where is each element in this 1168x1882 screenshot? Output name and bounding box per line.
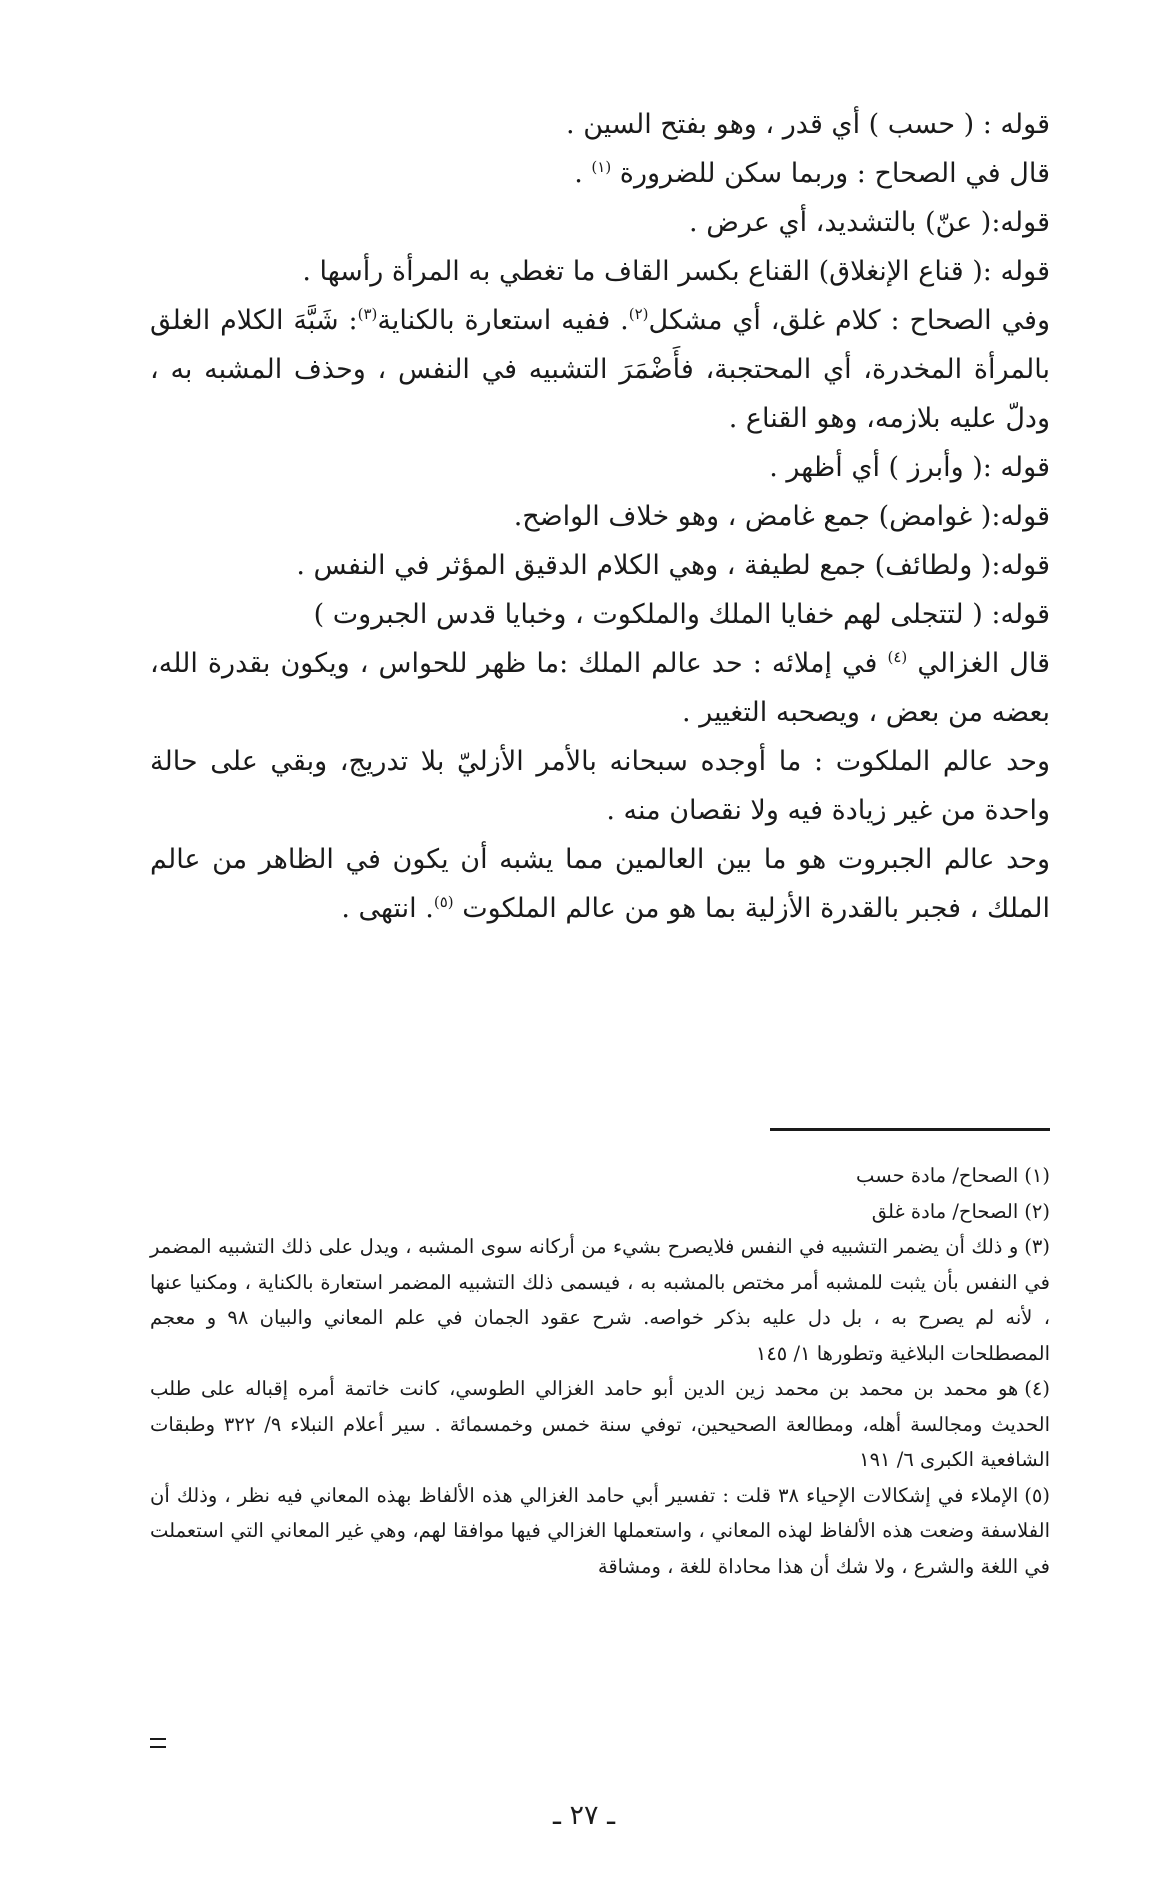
paragraph-12: وحد عالم الجبروت هو ما بين العالمين مما يشبه أن يكون في الظاهر من عالم الملك ، فجبر بالقدرة الأزلية بما هو من عالم الملكوت $^{(٥)}$. انتهى . [150, 844, 1050, 924]
paragraph-11: وحد عالم الملكوت : ما أوجده سبحانه بالأمر الأزليّ بلا تدريج، وبقي على حالة واحدة من غير زيادة فيه ولا نقصان منه . [150, 746, 1050, 826]
paragraph-2: قال في الصحاح : وربما سكن للضرورة $^{(١)}$ . [574, 158, 1050, 189]
paragraph-5: وفي الصحاح : كلام غلق، أي مشكل$^{(٢)}$. ففيه استعارة بالكناية$^{(٣)}$: شَبَّهَ الكلام الغلق بالمرأة المخدرة، أي المحتجبة، فأَضْمَرَ التشبيه في النفس ، وحذف المشبه به ، ودلّ عليه بلازمه، وهو القناع . [150, 305, 1050, 434]
footnote-2: (٢)الصحاح/ مادة غلق [871, 1199, 1050, 1223]
footnote-ref[interactable]: (٤) [887, 648, 908, 666]
footnote-number: (٣) [1024, 1235, 1050, 1258]
footnote-ref[interactable]: (٢) [628, 305, 649, 323]
footnote-separator [770, 1128, 1050, 1131]
paragraph-1: قوله : ( حسب ) أي قدر ، وهو بفتح السين . [566, 109, 1050, 140]
paragraph-7: قوله:( غوامض) جمع غامض ، وهو خلاف الواضح. [513, 501, 1050, 532]
footnote-3: (٣)و ذلك أن يضمر التشبيه في النفس فلايصرح بشيء من أركانه سوى المشبه ، ويدل على ذلك التشبيه المضمر في النفس بأن يثبت للمشبه أمر مختص بالمشبه به ، فيسمى ذلك التشبيه المضمر استعارة بالكناية ، ومكنيا عنها ، لأنه لم يصرح به ، بل دل عليه بذكر خواصه. شرح عقود الجمان في علم المعاني والبيان ٩٨ و معجم المصطلحات البلاغية وتطورها ١/ ١٤٥ [150, 1235, 1050, 1365]
paragraph-3: قوله:( عنّ) بالتشديد، أي عرض . [689, 207, 1050, 238]
footnote-number: (٢) [1024, 1199, 1050, 1223]
footnote-4: (٤)هو محمد بن محمد بن محمد زين الدين أبو حامد الغزالي الطوسي، كانت خاتمة أمره إقباله على طلب الحديث ومجالسة أهله، ومطالعة الصحيحين، توفي سنة خمس وخمسمائة . سير أعلام النبلاء ٩/ ٣٢٢ وطبقات الشافعية الكبرى ٦/ ١٩١ [150, 1377, 1050, 1471]
paragraph-10: قال الغزالي $^{(٤)}$ في إملائه : حد عالم الملك :ما ظهر للحواس ، ويكون بقدرة الله، بعضه من بعض ، ويصحبه التغيير . [150, 648, 1050, 728]
footnotes-block [150, 1158, 1050, 1584]
footnote-ref[interactable]: (١) [591, 158, 612, 176]
footnote-number: (٥) [1024, 1483, 1050, 1507]
footnote-number: (٤) [1024, 1377, 1050, 1400]
footnote-5: (٥)الإملاء في إشكالات الإحياء ٣٨ قلت : تفسير أبي حامد الغزالي هذه الألفاظ بهذه المعاني فيه نظر ، وذلك أن الفلاسفة وضعت هذه الألفاظ لهذه المعاني ، واستعملها الغزالي فيها موافقا لهم، وهي غير المعاني التي استعملت في اللغة والشرع ، ولا شك أن هذا محاداة للغة ، ومشاقة [150, 1483, 1050, 1578]
continuation-mark-icon [150, 1738, 166, 1748]
footnote-number: (١) [1024, 1164, 1050, 1187]
main-text-block [150, 100, 1050, 933]
footnote-ref[interactable]: (٥) [433, 893, 454, 911]
footnote-1: (١)الصحاح/ مادة حسب [856, 1164, 1050, 1187]
paragraph-4: قوله :( قناع الإنغلاق) القناع بكسر القاف ما تغطي به المرأة رأسها . [302, 256, 1050, 287]
paragraph-8: قوله:( ولطائف) جمع لطيفة ، وهي الكلام الدقيق المؤثر في النفس . [296, 550, 1050, 581]
paragraph-9: قوله: ( لتتجلى لهم خفايا الملك والملكوت ، وخبايا قدس الجبروت ) [313, 599, 1050, 630]
paragraph-6: قوله :( وأبرز ) أي أظهر . [769, 452, 1050, 483]
page-number: ـ ٢٧ ـ [552, 1800, 615, 1831]
footnote-ref[interactable]: (٣) [357, 305, 378, 323]
